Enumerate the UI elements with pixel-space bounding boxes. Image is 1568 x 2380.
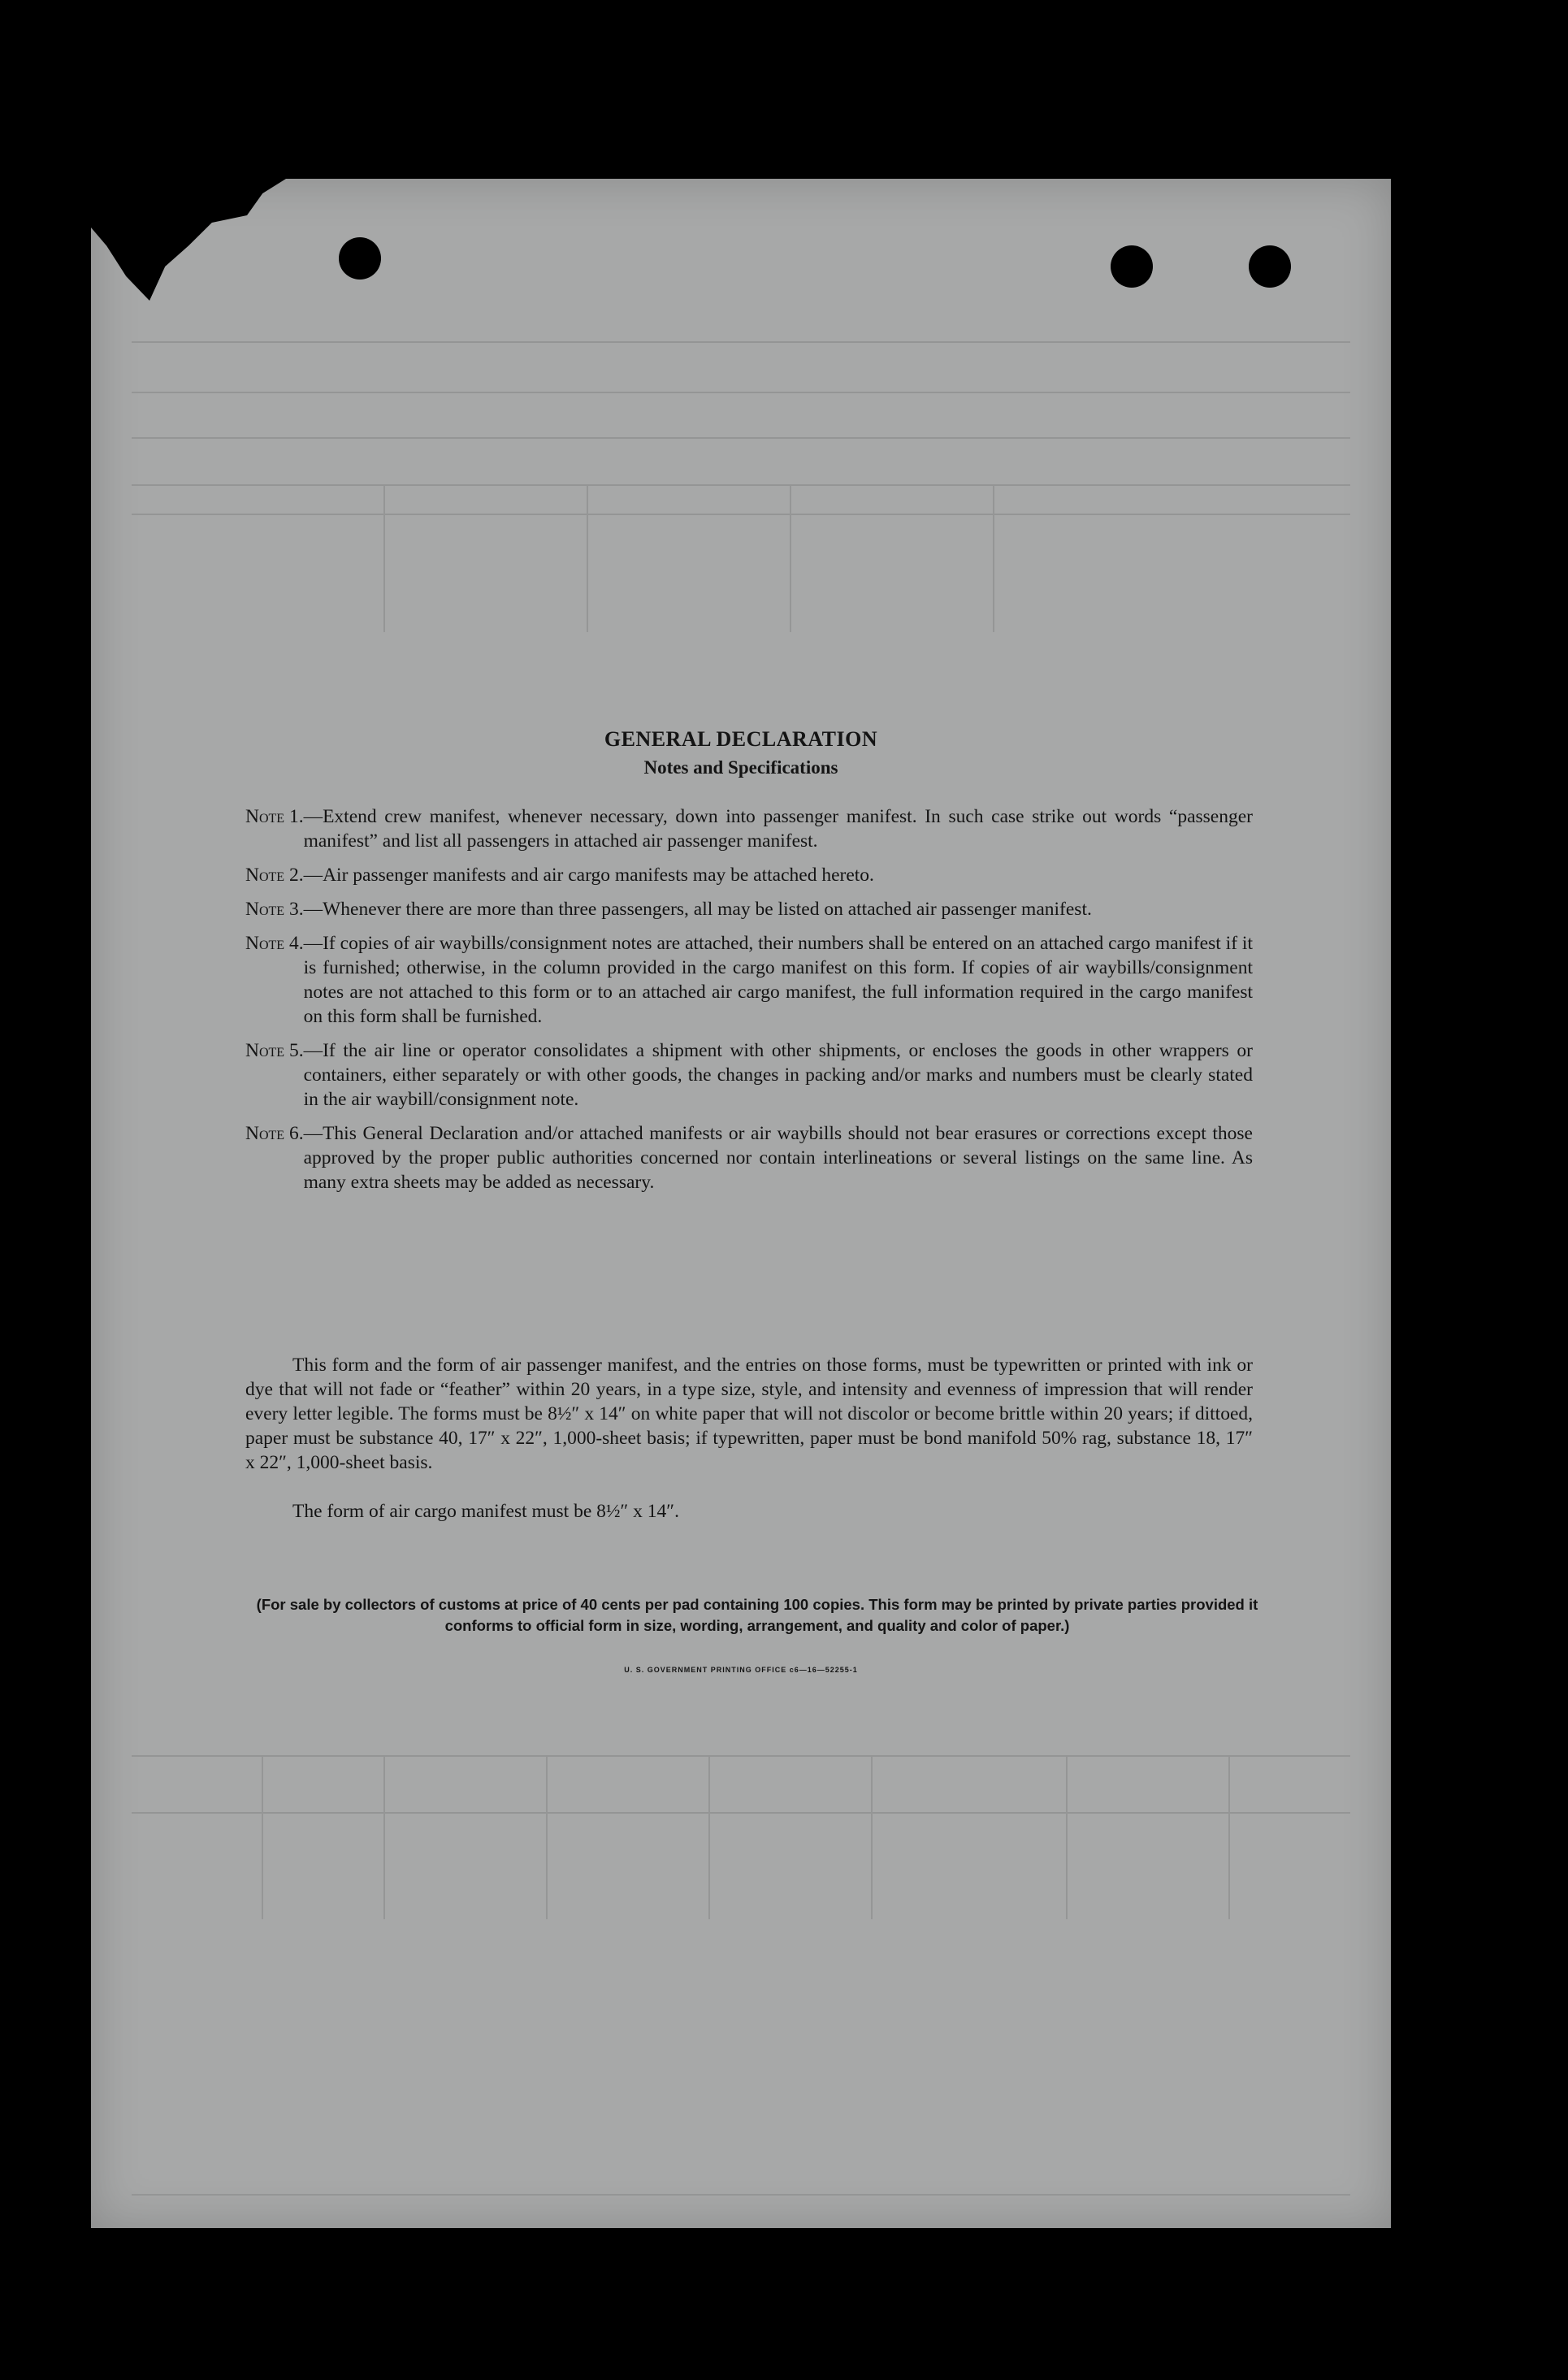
note-1 [245, 804, 1253, 853]
note-5 [245, 1038, 1253, 1112]
note-2 [245, 863, 1253, 887]
note-3 [245, 897, 1253, 921]
printer-imprint: U. S. GOVERNMENT PRINTING OFFICE c6—16—52255-1 [624, 1666, 858, 1674]
note-label: Note 3. [245, 899, 304, 920]
note-text: —This General Declaration and/or attached manifests or air waybills should not bear erasures or corrections except those approved by the proper public authorities concerned nor contain interlineations or several listings on the same line. As many extra sheets may be added as necessary. [303, 1123, 1253, 1193]
note-label: Note 4. [245, 933, 304, 954]
notes-list [245, 804, 1253, 1204]
cargo-manifest-size-line: The form of air cargo manifest must be 8½″ x 14″. [292, 1501, 679, 1522]
note-label: Note 6. [245, 1123, 304, 1144]
note-text: —If copies of air waybills/consignment notes are attached, their numbers shall be entered on an attached cargo manifest if it is furnished; otherwise, in the column provided in the cargo manifest on this form. If copies of air waybills/consignment notes are not attached to this form or to an attached air cargo manifest, the full information required in the cargo manifest on this form shall be furnished. [303, 933, 1253, 1027]
note-text: —Whenever there are more than three passengers, all may be listed on attached air passenger manifest. [303, 899, 1092, 920]
document-title: GENERAL DECLARATION [604, 727, 878, 751]
note-text: —Air passenger manifests and air cargo manifests may be attached hereto. [303, 865, 874, 886]
note-text: —If the air line or operator consolidates a shipment with other shipments, or encloses the goods in other wrappers or containers, either separately or with other goods, the changes in packing and/or marks and numbers must be clearly stated in the air waybill/consignment note. [303, 1040, 1253, 1110]
document-content [91, 179, 1391, 2228]
note-label: Note 5. [245, 1040, 304, 1061]
note-label: Note 2. [245, 865, 304, 886]
specifications-paragraph: This form and the form of air passenger manifest, and the entries on those forms, must be typewritten or printed with ink or dye that will not fade or “feather” within 20 years, in a type size, style, and intensity and evenness of impression that will render every letter legible. The forms must be 8½″ x 14″ on white paper that will not discolor or become brittle within 20 years; if dittoed, paper must be substance 40, 17″ x 22″, 1,000-sheet basis; if typewritten, paper must be bond manifold 50% rag, substance 18, 17″ x 22″, 1,000-sheet basis. [245, 1355, 1253, 1473]
note-label: Note 1. [245, 806, 304, 827]
sale-notice: (For sale by collectors of customs at price of 40 cents per pad containing 100 copies. This form may be printed by private parties provided it conforms to official form in size, wording, arrangement, and quality and color of paper.) [256, 1596, 1258, 1634]
note-6 [245, 1121, 1253, 1194]
document-page [91, 179, 1391, 2228]
document-subtitle: Notes and Specifications [643, 757, 838, 778]
note-4 [245, 931, 1253, 1029]
note-text: —Extend crew manifest, whenever necessary, down into passenger manifest. In such case strike out words “passenger manifest” and list all passengers in attached air passenger manifest. [303, 806, 1253, 852]
